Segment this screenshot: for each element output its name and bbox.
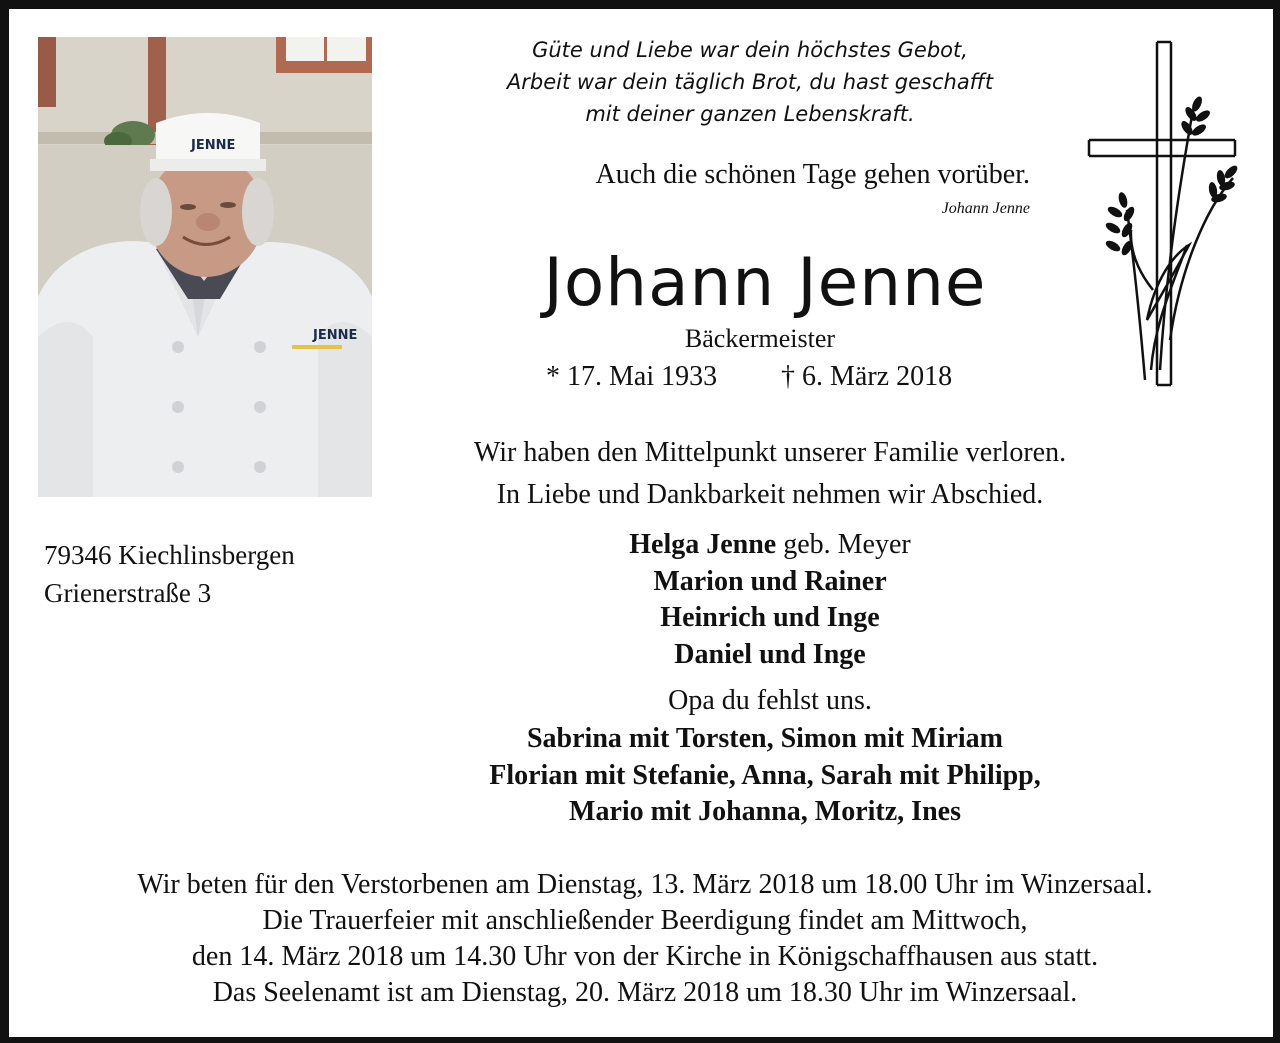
deceased-name: Johann Jenne: [543, 244, 987, 321]
grandchildren-list: [300, 721, 1230, 831]
address: [44, 536, 295, 612]
svg-text:JENNE: JENNE: [313, 328, 358, 343]
svg-text:JENNE: JENNE: [191, 138, 236, 153]
birth-date: * 17. Mai 1933: [546, 361, 718, 392]
grandchildren-line-3: Mario mit Johanna, Moritz, Ines: [569, 796, 961, 827]
grandchildren-line-2: Florian mit Stefanie, Anna, Sarah mit Philipp,: [489, 759, 1041, 791]
deceased-profession: Bäckermeister: [684, 324, 836, 353]
funeral-notice-2: den 14. März 2018 um 14.30 Uhr von der Kirche in Königschaffhausen aus statt.: [191, 941, 1099, 972]
widow-name: Helga Jenne: [629, 529, 777, 560]
intro-line-1: Wir haben den Mittelpunkt unserer Familie verloren.: [473, 437, 1067, 468]
widow-maiden-name: geb. Meyer: [776, 529, 911, 560]
death-date: † 6. März 2018: [781, 361, 953, 392]
memorial-verse: [400, 34, 1100, 130]
mourner-line-3: Heinrich und Inge: [660, 602, 880, 633]
mourner-line-2: Marion und Rainer: [653, 565, 887, 597]
requiem-notice: Das Seelenamt ist am Dienstag, 20. März 2018 um 18.30 Uhr im Winzersaal.: [212, 977, 1078, 1008]
service-notices: [20, 867, 1270, 1011]
address-street: Grienerstraße 3: [44, 578, 212, 608]
grandchildren-intro: Opa du fehlst uns.: [668, 685, 872, 716]
verse-line-2: Arbeit war dein täglich Brot, du hast geschafft: [506, 70, 994, 94]
funeral-notice-1: Die Trauerfeier mit anschließender Beerdigung findet am Mittwoch,: [262, 905, 1028, 936]
farewell-intro: [380, 432, 1160, 516]
grandchildren-line-1: Sabrina mit Torsten, Simon mit Miriam: [526, 723, 1003, 754]
portrait-photo: [38, 37, 372, 497]
mourners-family: [380, 527, 1160, 673]
intro-line-2: In Liebe und Dankbarkeit nehmen wir Abschied.: [496, 479, 1044, 510]
motto: Auch die schönen Tage gehen vorüber.: [595, 159, 1030, 190]
mourner-widow: [380, 527, 1160, 564]
prayer-notice: Wir beten für den Verstorbenen am Dienstag, 13. März 2018 um 18.00 Uhr im Winzersaal.: [137, 869, 1153, 900]
mourner-line-4: Daniel und Inge: [674, 638, 866, 670]
verse-line-3: mit deiner ganzen Lebenskraft.: [585, 102, 915, 126]
motto-author: Johann Jenne: [941, 200, 1030, 217]
cross-with-wheat-icon: [1085, 40, 1240, 390]
verse-line-1: Güte und Liebe war dein höchstes Gebot,: [532, 38, 968, 62]
address-city: 79346 Kiechlinsbergen: [44, 540, 295, 570]
